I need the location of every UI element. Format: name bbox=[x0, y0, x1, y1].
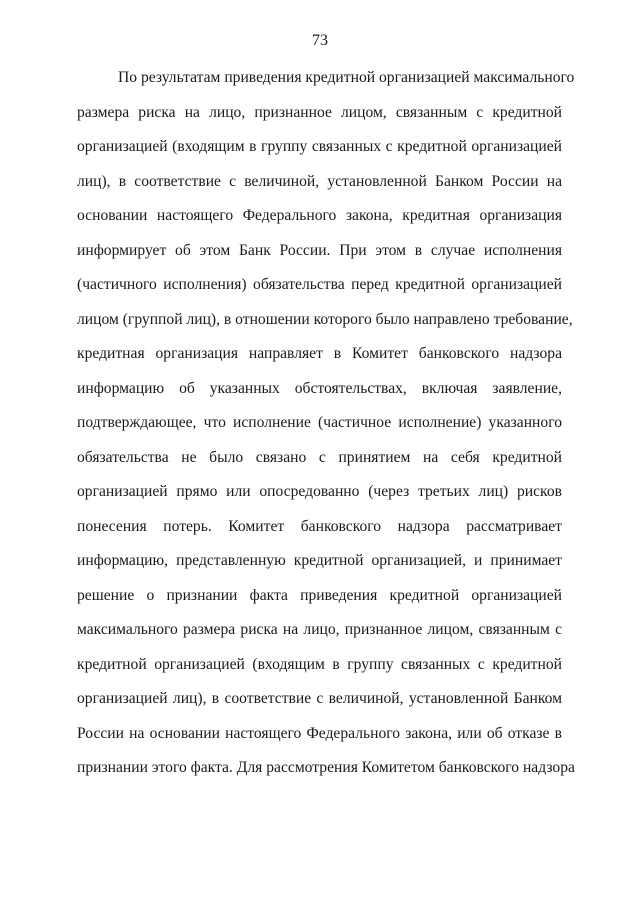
text-line: По результатам приведения кредитной организацией максимального bbox=[118, 69, 575, 86]
text-line: кредитной организацией (входящим в группу связанных с кредитной bbox=[77, 655, 562, 673]
text-line: организацией прямо или опосредованно (через третьих лиц) рисков bbox=[77, 483, 562, 500]
text-line: максимального размера риска на лицо, признанное лицом, связанным с bbox=[77, 621, 562, 638]
text-line: организацией лиц), в соответствие с величиной, установленной Банком bbox=[77, 690, 562, 707]
text-line: основании настоящего Федерального закона, кредитная организация bbox=[77, 207, 562, 224]
page-number: 73 bbox=[312, 32, 328, 49]
text-line: информирует об этом Банк России. При этом в случае исполнения bbox=[77, 241, 562, 259]
text-line: обязательства не было связано с принятием на себя кредитной bbox=[77, 448, 562, 466]
text-line: организацией (входящим в группу связанных с кредитной организацией bbox=[77, 138, 562, 155]
text-line: России на основании настоящего Федерального закона, или об отказе в bbox=[77, 724, 562, 742]
text-line: размера риска на лицо, признанное лицом, связанным с кредитной bbox=[77, 103, 562, 121]
text-line: (частичного исполнения) обязательства перед кредитной организацией bbox=[77, 276, 562, 293]
text-line: лицом (группой лиц), в отношении которого было направлено требование, bbox=[77, 310, 573, 328]
text-line: признании этого факта. Для рассмотрения Комитетом банковского надзора bbox=[77, 759, 575, 776]
text-line: информацию, представленную кредитной организацией, и принимает bbox=[77, 552, 562, 569]
text-line: лиц), в соответствие с величиной, установленной Банком России на bbox=[77, 172, 562, 190]
text-line: информацию об указанных обстоятельствах, включая заявление, bbox=[77, 379, 562, 397]
text-line: кредитная организация направляет в Комитет банковского надзора bbox=[77, 345, 562, 362]
text-line: понесения потерь. Комитет банковского надзора рассматривает bbox=[77, 517, 562, 535]
body-paragraph bbox=[77, 68, 575, 793]
text-line: подтверждающее, что исполнение (частичное исполнение) указанного bbox=[77, 414, 562, 431]
text-line: решение о признании факта приведения кредитной организацией bbox=[77, 586, 562, 604]
